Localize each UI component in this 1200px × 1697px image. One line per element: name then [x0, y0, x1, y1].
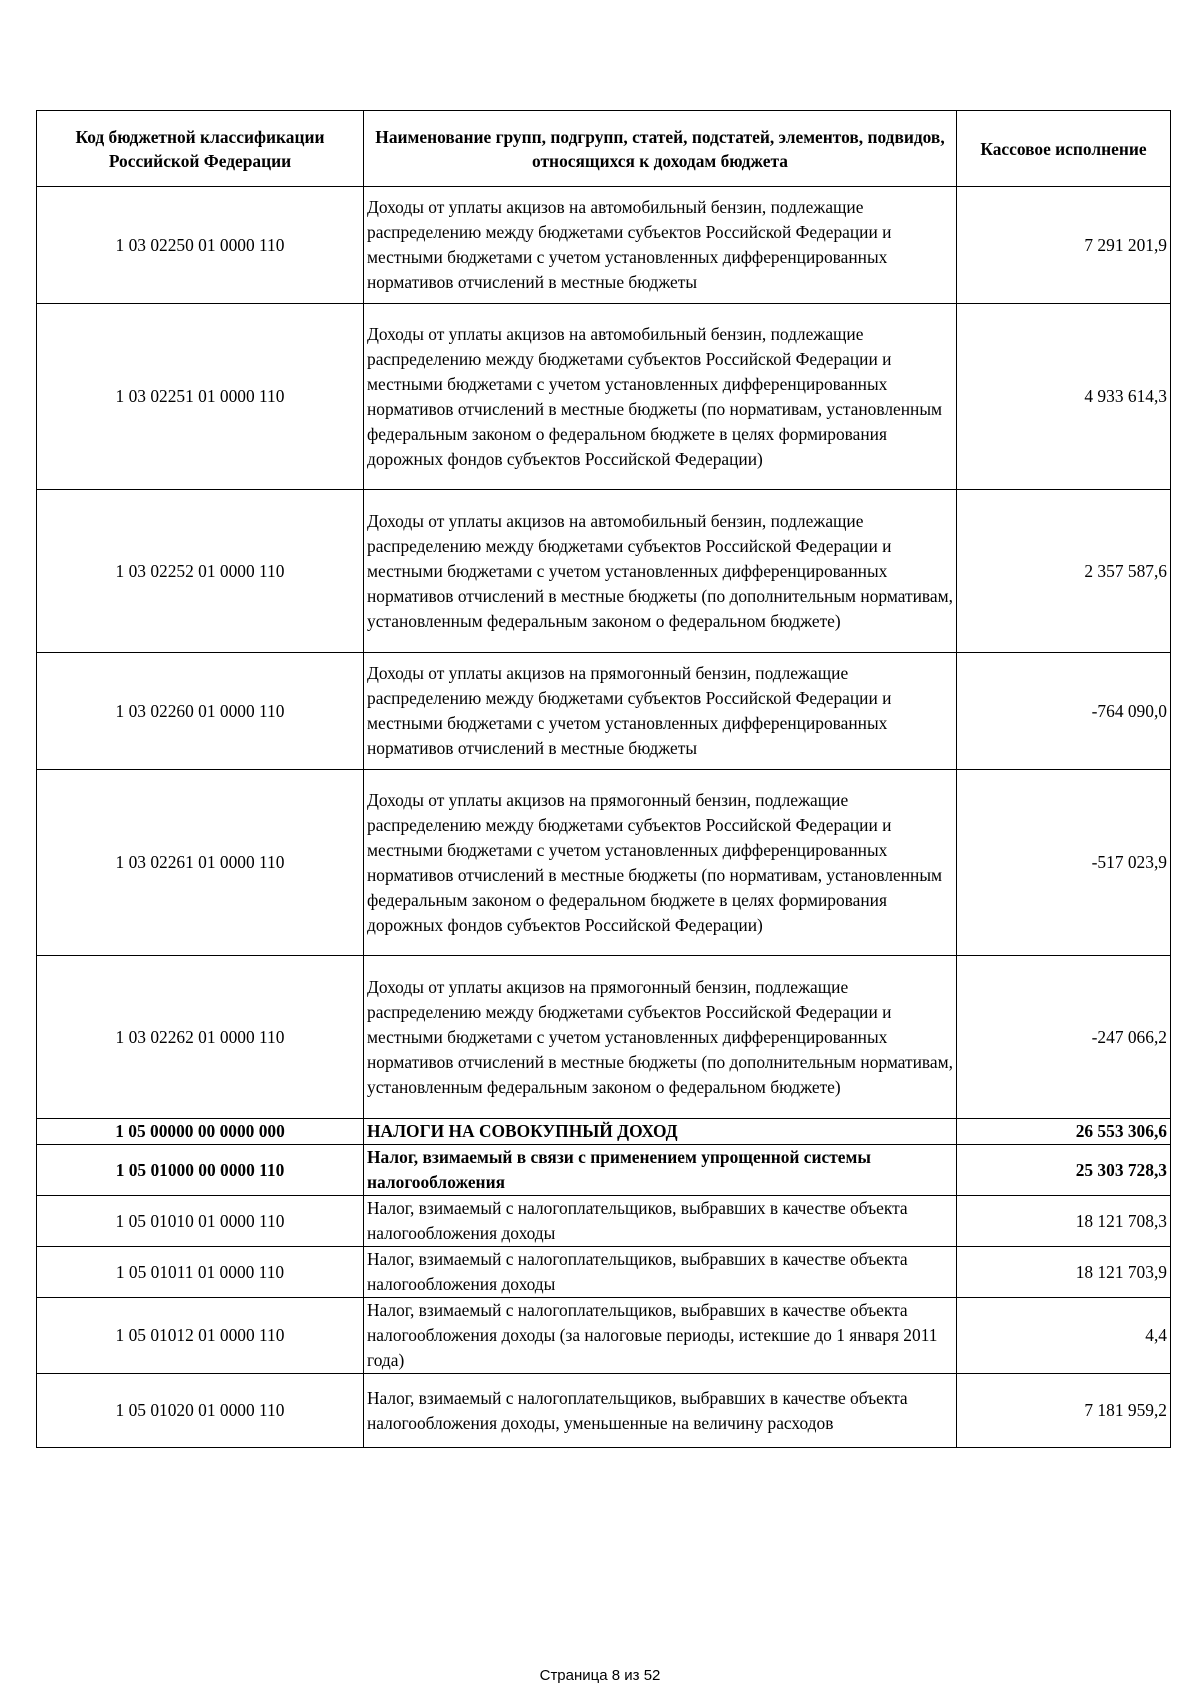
table-row	[37, 1374, 1171, 1448]
header-name: Наименование групп, подгрупп, статей, подстатей, элементов, подвидов, относящихся к доходам бюджета	[364, 111, 957, 187]
table-row	[37, 1196, 1171, 1247]
table-row	[37, 653, 1171, 770]
row-code: 1 03 02250 01 0000 110	[37, 187, 364, 304]
row-name: Доходы от уплаты акцизов на автомобильный бензин, подлежащие распределению между бюджетами субъектов Российской Федерации и местными бюджетами с учетом установленных дифференцированных нормативов отчислений в местные бюджеты (по дополнительным нормативам, установленным федеральным законом о федеральном бюджете)	[364, 490, 957, 653]
header-code: Код бюджетной классификации Российской Федерации	[37, 111, 364, 187]
row-value: -247 066,2	[957, 956, 1171, 1119]
row-code: 1 05 01000 00 0000 110	[37, 1145, 364, 1196]
page-number: Страница 8 из 52	[539, 1667, 661, 1684]
table-row	[37, 1145, 1171, 1196]
row-name: Доходы от уплаты акцизов на прямогонный бензин, подлежащие распределению между бюджетами субъектов Российской Федерации и местными бюджетами с учетом установленных дифференцированных нормативов отчислений в местные бюджеты	[364, 653, 957, 770]
table-row	[37, 1298, 1171, 1374]
row-value: 2 357 587,6	[957, 490, 1171, 653]
row-value: -764 090,0	[957, 653, 1171, 770]
row-name: Доходы от уплаты акцизов на автомобильный бензин, подлежащие распределению между бюджетами субъектов Российской Федерации и местными бюджетами с учетом установленных дифференцированных нормативов отчислений в местные бюджеты (по нормативам, установленным федеральным законом о федеральном бюджете в целях формирования дорожных фондов субъектов Российской Федерации)	[364, 304, 957, 490]
row-code: 1 03 02251 01 0000 110	[37, 304, 364, 490]
table-row	[37, 187, 1171, 304]
table-row	[37, 956, 1171, 1119]
row-name: Налог, взимаемый с налогоплательщиков, выбравших в качестве объекта налогообложения доходы, уменьшенные на величину расходов	[364, 1374, 957, 1448]
row-value: 4,4	[957, 1298, 1171, 1374]
budget-revenue-table	[36, 110, 1171, 1448]
row-name: Доходы от уплаты акцизов на прямогонный бензин, подлежащие распределению между бюджетами субъектов Российской Федерации и местными бюджетами с учетом установленных дифференцированных нормативов отчислений в местные бюджеты (по нормативам, установленным федеральным законом о федеральном бюджете в целях формирования дорожных фондов субъектов Российской Федерации)	[364, 770, 957, 956]
row-code: 1 03 02262 01 0000 110	[37, 956, 364, 1119]
table-row	[37, 1119, 1171, 1145]
row-name: Доходы от уплаты акцизов на автомобильный бензин, подлежащие распределению между бюджетами субъектов Российской Федерации и местными бюджетами с учетом установленных дифференцированных нормативов отчислений в местные бюджеты	[364, 187, 957, 304]
header-value: Кассовое исполнение	[957, 111, 1171, 187]
table-row	[37, 304, 1171, 490]
row-name: Налог, взимаемый с налогоплательщиков, выбравших в качестве объекта налогообложения доходы (за налоговые периоды, истекшие до 1 января 2011 года)	[364, 1298, 957, 1374]
row-name: НАЛОГИ НА СОВОКУПНЫЙ ДОХОД	[364, 1119, 957, 1145]
row-value: -517 023,9	[957, 770, 1171, 956]
table-header-row	[37, 111, 1171, 187]
row-value: 25 303 728,3	[957, 1145, 1171, 1196]
row-code: 1 05 01012 01 0000 110	[37, 1298, 364, 1374]
row-code: 1 03 02261 01 0000 110	[37, 770, 364, 956]
table-row	[37, 1247, 1171, 1298]
row-name: Налог, взимаемый с налогоплательщиков, выбравших в качестве объекта налогообложения доходы	[364, 1196, 957, 1247]
row-value: 7 181 959,2	[957, 1374, 1171, 1448]
table-row	[37, 770, 1171, 956]
row-code: 1 03 02252 01 0000 110	[37, 490, 364, 653]
table-row	[37, 490, 1171, 653]
row-name: Налог, взимаемый с налогоплательщиков, выбравших в качестве объекта налогообложения доходы	[364, 1247, 957, 1298]
row-value: 4 933 614,3	[957, 304, 1171, 490]
row-code: 1 05 01020 01 0000 110	[37, 1374, 364, 1448]
row-code: 1 05 00000 00 0000 000	[37, 1119, 364, 1145]
row-value: 18 121 703,9	[957, 1247, 1171, 1298]
row-value: 26 553 306,6	[957, 1119, 1171, 1145]
row-name: Налог, взимаемый в связи с применением упрощенной системы налогообложения	[364, 1145, 957, 1196]
row-code: 1 05 01010 01 0000 110	[37, 1196, 364, 1247]
row-code: 1 03 02260 01 0000 110	[37, 653, 364, 770]
row-name: Доходы от уплаты акцизов на прямогонный бензин, подлежащие распределению между бюджетами субъектов Российской Федерации и местными бюджетами с учетом установленных дифференцированных нормативов отчислений в местные бюджеты (по дополнительным нормативам, установленным федеральным законом о федеральном бюджете)	[364, 956, 957, 1119]
row-value: 7 291 201,9	[957, 187, 1171, 304]
row-code: 1 05 01011 01 0000 110	[37, 1247, 364, 1298]
row-value: 18 121 708,3	[957, 1196, 1171, 1247]
